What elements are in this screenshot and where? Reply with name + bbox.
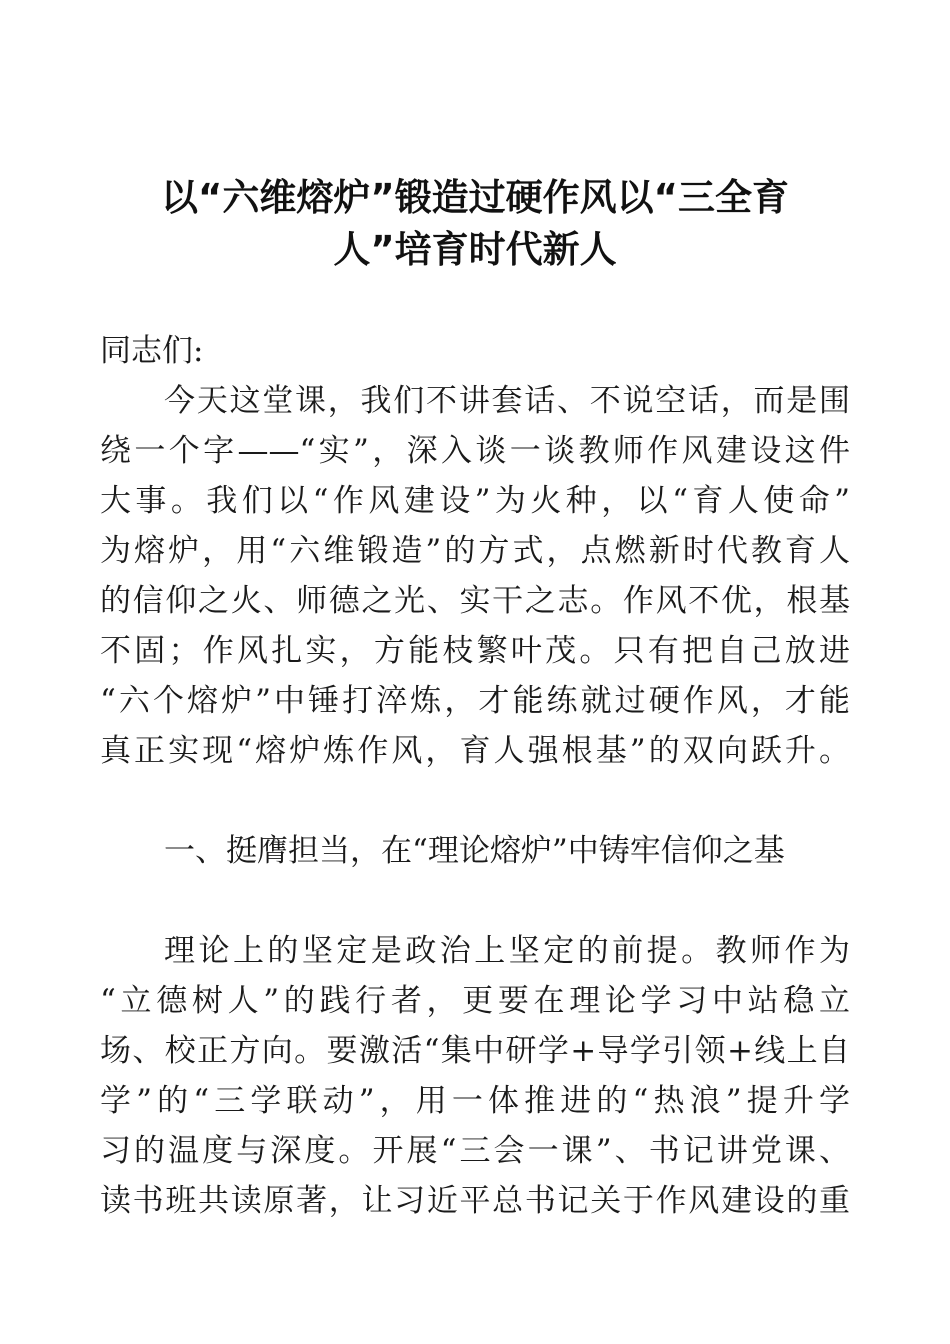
paragraph-1-line: 为熔炉，用“六维锻造”的方式，点燃新时代教育人 [100,533,850,569]
paragraph-2-line: 习的温度与深度。开展“三会一课”、书记讲党课、 [100,1133,850,1169]
paragraph-2-line: 场、校正方向。要激活“集中研学+导学引领+线上自 [100,1033,850,1069]
paragraph-1-line: “六个熔炉”中锤打淬炼，才能练就过硬作风，才能 [100,683,850,719]
paragraph-1-line: 真正实现“熔炉炼作风，育人强根基”的双向跃升。 [100,733,850,769]
section-1-heading: 一、挺膺担当，在“理论熔炉”中铸牢信仰之基 [164,833,785,869]
paragraph-1-line: 大事。我们以“作风建设”为火种，以“育人使命” [100,483,850,519]
document-title-line-1: 以“六维熔炉”锻造过硬作风以“三全育 [161,176,789,219]
paragraph-2-line: 读书班共读原著，让习近平总书记关于作风建设的重 [100,1183,850,1219]
document-title-line-2: 人”培育时代新人 [333,228,617,271]
paragraph-2-line: 学”的“三学联动”，用一体推进的“热浪”提升学 [100,1083,850,1119]
paragraph-1-line: 不固；作风扎实，方能枝繁叶茂。只有把自己放进 [100,633,850,669]
paragraph-2-line: “立德树人”的践行者，更要在理论学习中站稳立 [100,983,850,1019]
paragraph-1-line: 的信仰之火、师德之光、实干之志。作风不优，根基 [100,583,850,619]
paragraph-2-line: 理论上的坚定是政治上坚定的前提。教师作为 [164,933,850,969]
paragraph-1-line: 今天这堂课，我们不讲套话、不说空话，而是围 [164,383,850,419]
salutation: 同志们: [100,333,204,369]
paragraph-1-line: 绕一个字——“实”，深入谈一谈教师作风建设这件 [100,433,850,469]
